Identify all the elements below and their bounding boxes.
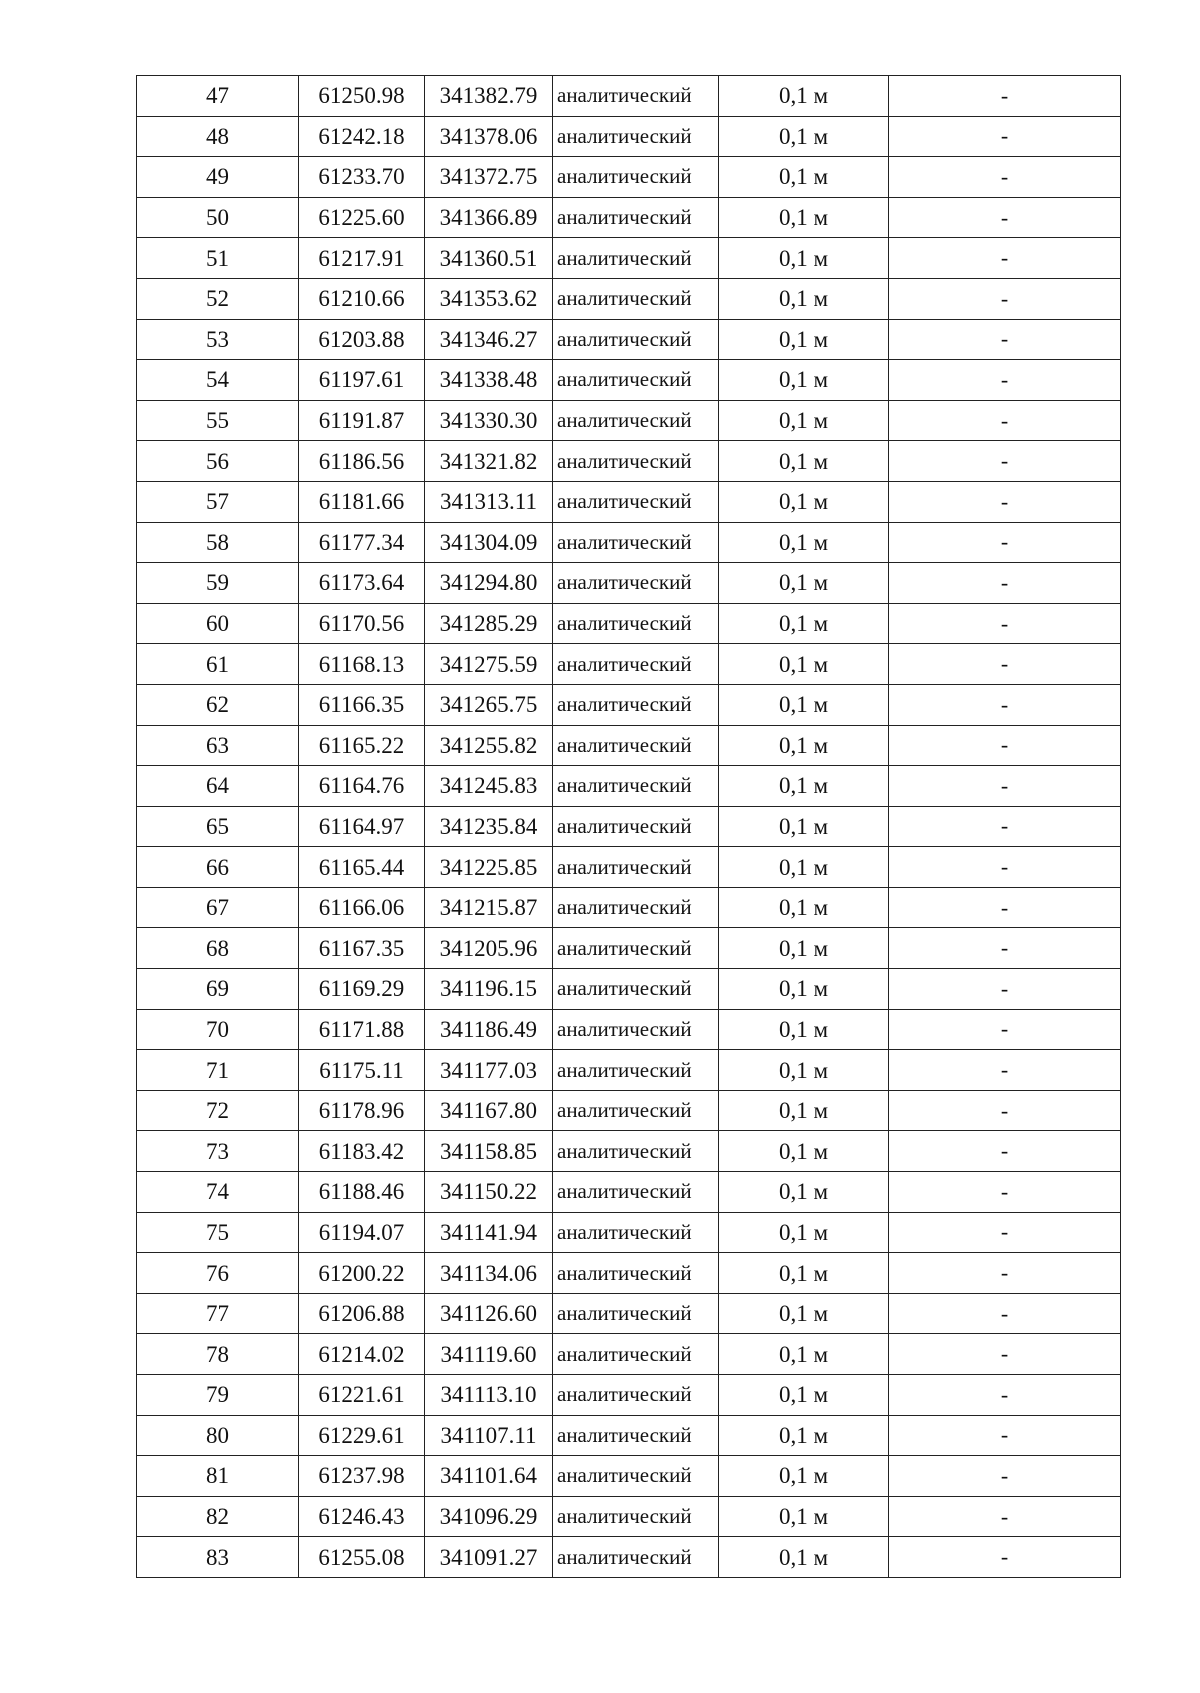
x-coordinate-cell: 61191.87 bbox=[299, 400, 425, 441]
y-coordinate-cell: 341186.49 bbox=[425, 1009, 553, 1050]
method-cell: аналитический bbox=[553, 1537, 719, 1578]
note-cell: - bbox=[889, 1212, 1121, 1253]
method-cell: аналитический bbox=[553, 1293, 719, 1334]
method-cell: аналитический bbox=[553, 644, 719, 685]
table-row bbox=[137, 1253, 1121, 1294]
point-number-cell: 78 bbox=[137, 1334, 299, 1375]
y-coordinate-cell: 341285.29 bbox=[425, 603, 553, 644]
y-coordinate-cell: 341158.85 bbox=[425, 1131, 553, 1172]
note-cell: - bbox=[889, 603, 1121, 644]
y-coordinate-cell: 341091.27 bbox=[425, 1537, 553, 1578]
accuracy-cell: 0,1 м bbox=[719, 1415, 889, 1456]
accuracy-cell: 0,1 м bbox=[719, 1050, 889, 1091]
note-cell: - bbox=[889, 319, 1121, 360]
point-number-cell: 77 bbox=[137, 1293, 299, 1334]
method-cell: аналитический bbox=[553, 684, 719, 725]
y-coordinate-cell: 341378.06 bbox=[425, 116, 553, 157]
x-coordinate-cell: 61225.60 bbox=[299, 197, 425, 238]
method-cell: аналитический bbox=[553, 928, 719, 969]
point-number-cell: 79 bbox=[137, 1375, 299, 1416]
x-coordinate-cell: 61183.42 bbox=[299, 1131, 425, 1172]
table-row bbox=[137, 76, 1121, 117]
accuracy-cell: 0,1 м bbox=[719, 1131, 889, 1172]
note-cell: - bbox=[889, 684, 1121, 725]
x-coordinate-cell: 61188.46 bbox=[299, 1172, 425, 1213]
method-cell: аналитический bbox=[553, 76, 719, 117]
x-coordinate-cell: 61194.07 bbox=[299, 1212, 425, 1253]
y-coordinate-cell: 341265.75 bbox=[425, 684, 553, 725]
point-number-cell: 66 bbox=[137, 847, 299, 888]
accuracy-cell: 0,1 м bbox=[719, 1172, 889, 1213]
point-number-cell: 56 bbox=[137, 441, 299, 482]
point-number-cell: 82 bbox=[137, 1496, 299, 1537]
method-cell: аналитический bbox=[553, 116, 719, 157]
x-coordinate-cell: 61165.22 bbox=[299, 725, 425, 766]
y-coordinate-cell: 341167.80 bbox=[425, 1090, 553, 1131]
accuracy-cell: 0,1 м bbox=[719, 441, 889, 482]
point-number-cell: 65 bbox=[137, 806, 299, 847]
note-cell: - bbox=[889, 400, 1121, 441]
y-coordinate-cell: 341255.82 bbox=[425, 725, 553, 766]
y-coordinate-cell: 341141.94 bbox=[425, 1212, 553, 1253]
y-coordinate-cell: 341346.27 bbox=[425, 319, 553, 360]
table-row bbox=[137, 1009, 1121, 1050]
x-coordinate-cell: 61250.98 bbox=[299, 76, 425, 117]
table-row bbox=[137, 928, 1121, 969]
method-cell: аналитический bbox=[553, 1090, 719, 1131]
method-cell: аналитический bbox=[553, 1131, 719, 1172]
method-cell: аналитический bbox=[553, 1050, 719, 1091]
method-cell: аналитический bbox=[553, 360, 719, 401]
point-number-cell: 67 bbox=[137, 887, 299, 928]
note-cell: - bbox=[889, 1050, 1121, 1091]
y-coordinate-cell: 341275.59 bbox=[425, 644, 553, 685]
note-cell: - bbox=[889, 278, 1121, 319]
method-cell: аналитический bbox=[553, 1172, 719, 1213]
point-number-cell: 57 bbox=[137, 481, 299, 522]
method-cell: аналитический bbox=[553, 1456, 719, 1497]
table-row bbox=[137, 644, 1121, 685]
point-number-cell: 69 bbox=[137, 969, 299, 1010]
accuracy-cell: 0,1 м bbox=[719, 76, 889, 117]
method-cell: аналитический bbox=[553, 766, 719, 807]
y-coordinate-cell: 341330.30 bbox=[425, 400, 553, 441]
method-cell: аналитический bbox=[553, 969, 719, 1010]
accuracy-cell: 0,1 м bbox=[719, 644, 889, 685]
point-number-cell: 50 bbox=[137, 197, 299, 238]
note-cell: - bbox=[889, 1172, 1121, 1213]
method-cell: аналитический bbox=[553, 400, 719, 441]
accuracy-cell: 0,1 м bbox=[719, 1090, 889, 1131]
y-coordinate-cell: 341245.83 bbox=[425, 766, 553, 807]
accuracy-cell: 0,1 м bbox=[719, 603, 889, 644]
table-row bbox=[137, 847, 1121, 888]
note-cell: - bbox=[889, 238, 1121, 279]
table-row bbox=[137, 1537, 1121, 1578]
table-row bbox=[137, 238, 1121, 279]
x-coordinate-cell: 61197.61 bbox=[299, 360, 425, 401]
x-coordinate-cell: 61214.02 bbox=[299, 1334, 425, 1375]
accuracy-cell: 0,1 м bbox=[719, 766, 889, 807]
note-cell: - bbox=[889, 1537, 1121, 1578]
point-number-cell: 62 bbox=[137, 684, 299, 725]
x-coordinate-cell: 61229.61 bbox=[299, 1415, 425, 1456]
x-coordinate-cell: 61203.88 bbox=[299, 319, 425, 360]
table-row bbox=[137, 1496, 1121, 1537]
method-cell: аналитический bbox=[553, 481, 719, 522]
point-number-cell: 74 bbox=[137, 1172, 299, 1213]
method-cell: аналитический bbox=[553, 1009, 719, 1050]
coordinates-table bbox=[136, 75, 1121, 1578]
table-row bbox=[137, 725, 1121, 766]
accuracy-cell: 0,1 м bbox=[719, 684, 889, 725]
accuracy-cell: 0,1 м bbox=[719, 1496, 889, 1537]
x-coordinate-cell: 61177.34 bbox=[299, 522, 425, 563]
x-coordinate-cell: 61167.35 bbox=[299, 928, 425, 969]
table-row bbox=[137, 157, 1121, 198]
point-number-cell: 81 bbox=[137, 1456, 299, 1497]
point-number-cell: 51 bbox=[137, 238, 299, 279]
point-number-cell: 61 bbox=[137, 644, 299, 685]
method-cell: аналитический bbox=[553, 197, 719, 238]
y-coordinate-cell: 341205.96 bbox=[425, 928, 553, 969]
method-cell: аналитический bbox=[553, 522, 719, 563]
y-coordinate-cell: 341196.15 bbox=[425, 969, 553, 1010]
point-number-cell: 49 bbox=[137, 157, 299, 198]
accuracy-cell: 0,1 м bbox=[719, 847, 889, 888]
point-number-cell: 60 bbox=[137, 603, 299, 644]
note-cell: - bbox=[889, 806, 1121, 847]
x-coordinate-cell: 61178.96 bbox=[299, 1090, 425, 1131]
table-row bbox=[137, 806, 1121, 847]
accuracy-cell: 0,1 м bbox=[719, 928, 889, 969]
note-cell: - bbox=[889, 197, 1121, 238]
x-coordinate-cell: 61175.11 bbox=[299, 1050, 425, 1091]
note-cell: - bbox=[889, 76, 1121, 117]
x-coordinate-cell: 61166.06 bbox=[299, 887, 425, 928]
accuracy-cell: 0,1 м bbox=[719, 278, 889, 319]
accuracy-cell: 0,1 м bbox=[719, 1009, 889, 1050]
note-cell: - bbox=[889, 522, 1121, 563]
y-coordinate-cell: 341107.11 bbox=[425, 1415, 553, 1456]
point-number-cell: 68 bbox=[137, 928, 299, 969]
table-row bbox=[137, 1050, 1121, 1091]
x-coordinate-cell: 61186.56 bbox=[299, 441, 425, 482]
method-cell: аналитический bbox=[553, 887, 719, 928]
accuracy-cell: 0,1 м bbox=[719, 1456, 889, 1497]
y-coordinate-cell: 341353.62 bbox=[425, 278, 553, 319]
x-coordinate-cell: 61164.76 bbox=[299, 766, 425, 807]
accuracy-cell: 0,1 м bbox=[719, 1293, 889, 1334]
method-cell: аналитический bbox=[553, 278, 719, 319]
table-row bbox=[137, 319, 1121, 360]
method-cell: аналитический bbox=[553, 1375, 719, 1416]
table-row bbox=[137, 1212, 1121, 1253]
x-coordinate-cell: 61170.56 bbox=[299, 603, 425, 644]
note-cell: - bbox=[889, 360, 1121, 401]
table-row bbox=[137, 481, 1121, 522]
note-cell: - bbox=[889, 116, 1121, 157]
table-row bbox=[137, 1131, 1121, 1172]
y-coordinate-cell: 341119.60 bbox=[425, 1334, 553, 1375]
table-row bbox=[137, 684, 1121, 725]
x-coordinate-cell: 61165.44 bbox=[299, 847, 425, 888]
y-coordinate-cell: 341382.79 bbox=[425, 76, 553, 117]
accuracy-cell: 0,1 м bbox=[719, 238, 889, 279]
x-coordinate-cell: 61168.13 bbox=[299, 644, 425, 685]
accuracy-cell: 0,1 м bbox=[719, 157, 889, 198]
point-number-cell: 71 bbox=[137, 1050, 299, 1091]
method-cell: аналитический bbox=[553, 603, 719, 644]
table-row bbox=[137, 278, 1121, 319]
point-number-cell: 59 bbox=[137, 563, 299, 604]
table-row bbox=[137, 1090, 1121, 1131]
y-coordinate-cell: 341150.22 bbox=[425, 1172, 553, 1213]
method-cell: аналитический bbox=[553, 1415, 719, 1456]
accuracy-cell: 0,1 м bbox=[719, 969, 889, 1010]
x-coordinate-cell: 61169.29 bbox=[299, 969, 425, 1010]
x-coordinate-cell: 61237.98 bbox=[299, 1456, 425, 1497]
accuracy-cell: 0,1 м bbox=[719, 116, 889, 157]
method-cell: аналитический bbox=[553, 238, 719, 279]
point-number-cell: 63 bbox=[137, 725, 299, 766]
x-coordinate-cell: 61255.08 bbox=[299, 1537, 425, 1578]
accuracy-cell: 0,1 м bbox=[719, 1334, 889, 1375]
y-coordinate-cell: 341126.60 bbox=[425, 1293, 553, 1334]
method-cell: аналитический bbox=[553, 1212, 719, 1253]
method-cell: аналитический bbox=[553, 441, 719, 482]
table-row bbox=[137, 360, 1121, 401]
accuracy-cell: 0,1 м bbox=[719, 725, 889, 766]
point-number-cell: 76 bbox=[137, 1253, 299, 1294]
accuracy-cell: 0,1 м bbox=[719, 400, 889, 441]
accuracy-cell: 0,1 м bbox=[719, 887, 889, 928]
note-cell: - bbox=[889, 887, 1121, 928]
x-coordinate-cell: 61173.64 bbox=[299, 563, 425, 604]
note-cell: - bbox=[889, 441, 1121, 482]
y-coordinate-cell: 341304.09 bbox=[425, 522, 553, 563]
accuracy-cell: 0,1 м bbox=[719, 1212, 889, 1253]
x-coordinate-cell: 61246.43 bbox=[299, 1496, 425, 1537]
y-coordinate-cell: 341321.82 bbox=[425, 441, 553, 482]
x-coordinate-cell: 61210.66 bbox=[299, 278, 425, 319]
note-cell: - bbox=[889, 1293, 1121, 1334]
accuracy-cell: 0,1 м bbox=[719, 360, 889, 401]
note-cell: - bbox=[889, 969, 1121, 1010]
y-coordinate-cell: 341366.89 bbox=[425, 197, 553, 238]
table-row bbox=[137, 603, 1121, 644]
point-number-cell: 83 bbox=[137, 1537, 299, 1578]
y-coordinate-cell: 341101.64 bbox=[425, 1456, 553, 1497]
table-row bbox=[137, 969, 1121, 1010]
x-coordinate-cell: 61166.35 bbox=[299, 684, 425, 725]
point-number-cell: 73 bbox=[137, 1131, 299, 1172]
table-row bbox=[137, 116, 1121, 157]
method-cell: аналитический bbox=[553, 1253, 719, 1294]
accuracy-cell: 0,1 м bbox=[719, 522, 889, 563]
note-cell: - bbox=[889, 481, 1121, 522]
table-row bbox=[137, 1293, 1121, 1334]
table-row bbox=[137, 400, 1121, 441]
method-cell: аналитический bbox=[553, 1496, 719, 1537]
y-coordinate-cell: 341215.87 bbox=[425, 887, 553, 928]
note-cell: - bbox=[889, 928, 1121, 969]
y-coordinate-cell: 341134.06 bbox=[425, 1253, 553, 1294]
method-cell: аналитический bbox=[553, 806, 719, 847]
note-cell: - bbox=[889, 1496, 1121, 1537]
y-coordinate-cell: 341372.75 bbox=[425, 157, 553, 198]
y-coordinate-cell: 341225.85 bbox=[425, 847, 553, 888]
accuracy-cell: 0,1 м bbox=[719, 319, 889, 360]
note-cell: - bbox=[889, 1375, 1121, 1416]
note-cell: - bbox=[889, 847, 1121, 888]
table-row bbox=[137, 887, 1121, 928]
point-number-cell: 70 bbox=[137, 1009, 299, 1050]
x-coordinate-cell: 61200.22 bbox=[299, 1253, 425, 1294]
x-coordinate-cell: 61171.88 bbox=[299, 1009, 425, 1050]
table-row bbox=[137, 1375, 1121, 1416]
table-row bbox=[137, 522, 1121, 563]
accuracy-cell: 0,1 м bbox=[719, 481, 889, 522]
point-number-cell: 52 bbox=[137, 278, 299, 319]
x-coordinate-cell: 61221.61 bbox=[299, 1375, 425, 1416]
point-number-cell: 58 bbox=[137, 522, 299, 563]
note-cell: - bbox=[889, 1456, 1121, 1497]
point-number-cell: 75 bbox=[137, 1212, 299, 1253]
point-number-cell: 64 bbox=[137, 766, 299, 807]
accuracy-cell: 0,1 м bbox=[719, 1375, 889, 1416]
point-number-cell: 47 bbox=[137, 76, 299, 117]
method-cell: аналитический bbox=[553, 319, 719, 360]
x-coordinate-cell: 61233.70 bbox=[299, 157, 425, 198]
note-cell: - bbox=[889, 1253, 1121, 1294]
accuracy-cell: 0,1 м bbox=[719, 1253, 889, 1294]
x-coordinate-cell: 61181.66 bbox=[299, 481, 425, 522]
accuracy-cell: 0,1 м bbox=[719, 806, 889, 847]
table-row bbox=[137, 197, 1121, 238]
x-coordinate-cell: 61164.97 bbox=[299, 806, 425, 847]
table-row bbox=[137, 441, 1121, 482]
y-coordinate-cell: 341294.80 bbox=[425, 563, 553, 604]
table-row bbox=[137, 563, 1121, 604]
table-row bbox=[137, 1415, 1121, 1456]
table-row bbox=[137, 1172, 1121, 1213]
table-row bbox=[137, 766, 1121, 807]
point-number-cell: 53 bbox=[137, 319, 299, 360]
coordinates-table-body bbox=[137, 76, 1121, 1578]
point-number-cell: 54 bbox=[137, 360, 299, 401]
table-row bbox=[137, 1456, 1121, 1497]
x-coordinate-cell: 61242.18 bbox=[299, 116, 425, 157]
method-cell: аналитический bbox=[553, 725, 719, 766]
method-cell: аналитический bbox=[553, 157, 719, 198]
x-coordinate-cell: 61206.88 bbox=[299, 1293, 425, 1334]
table-row bbox=[137, 1334, 1121, 1375]
y-coordinate-cell: 341360.51 bbox=[425, 238, 553, 279]
note-cell: - bbox=[889, 1415, 1121, 1456]
method-cell: аналитический bbox=[553, 563, 719, 604]
accuracy-cell: 0,1 м bbox=[719, 1537, 889, 1578]
accuracy-cell: 0,1 м bbox=[719, 563, 889, 604]
note-cell: - bbox=[889, 644, 1121, 685]
note-cell: - bbox=[889, 1334, 1121, 1375]
y-coordinate-cell: 341235.84 bbox=[425, 806, 553, 847]
note-cell: - bbox=[889, 1009, 1121, 1050]
y-coordinate-cell: 341113.10 bbox=[425, 1375, 553, 1416]
note-cell: - bbox=[889, 157, 1121, 198]
accuracy-cell: 0,1 м bbox=[719, 197, 889, 238]
note-cell: - bbox=[889, 725, 1121, 766]
note-cell: - bbox=[889, 766, 1121, 807]
note-cell: - bbox=[889, 1131, 1121, 1172]
point-number-cell: 72 bbox=[137, 1090, 299, 1131]
y-coordinate-cell: 341177.03 bbox=[425, 1050, 553, 1091]
y-coordinate-cell: 341313.11 bbox=[425, 481, 553, 522]
y-coordinate-cell: 341096.29 bbox=[425, 1496, 553, 1537]
point-number-cell: 80 bbox=[137, 1415, 299, 1456]
y-coordinate-cell: 341338.48 bbox=[425, 360, 553, 401]
note-cell: - bbox=[889, 563, 1121, 604]
point-number-cell: 55 bbox=[137, 400, 299, 441]
point-number-cell: 48 bbox=[137, 116, 299, 157]
note-cell: - bbox=[889, 1090, 1121, 1131]
method-cell: аналитический bbox=[553, 1334, 719, 1375]
method-cell: аналитический bbox=[553, 847, 719, 888]
x-coordinate-cell: 61217.91 bbox=[299, 238, 425, 279]
